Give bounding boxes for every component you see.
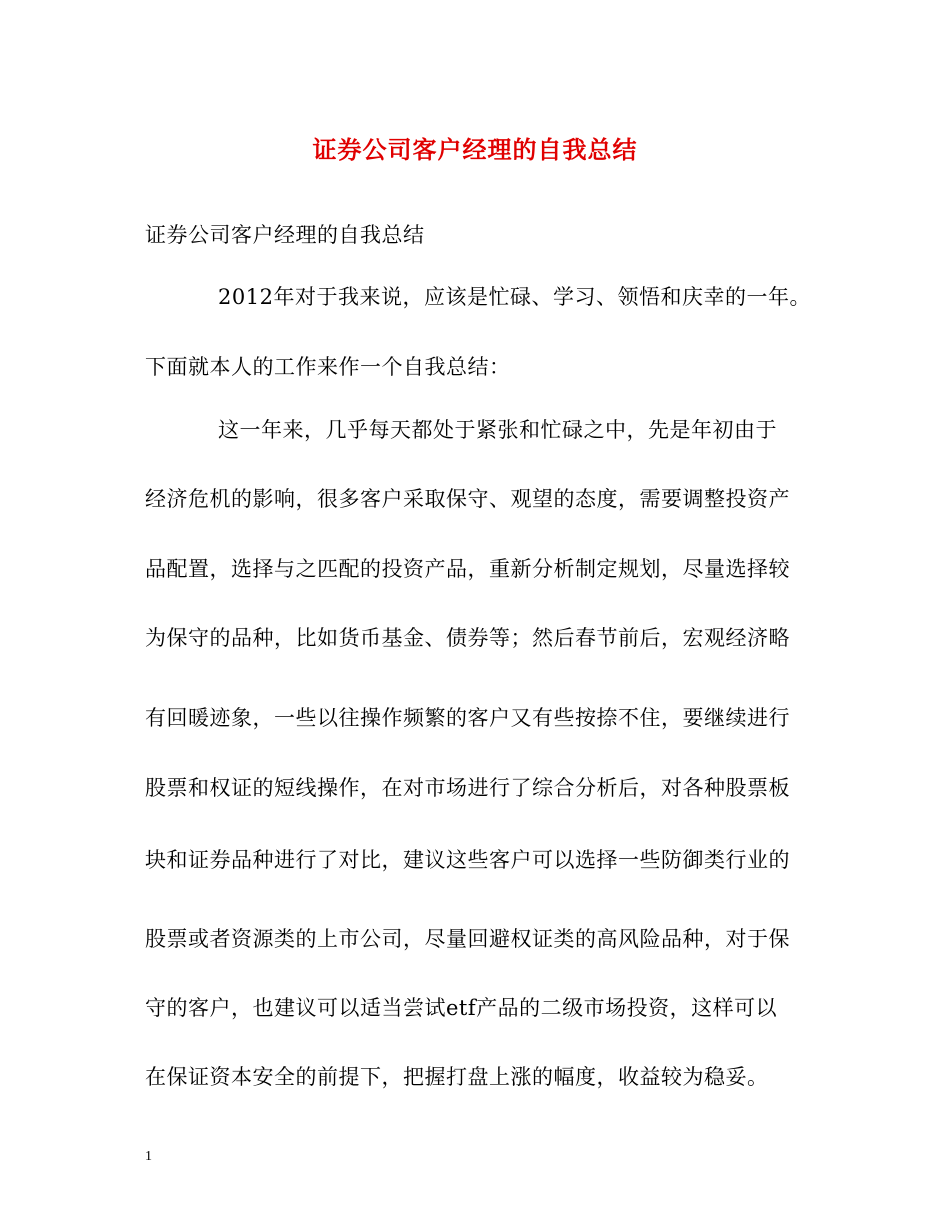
page-number: 1	[145, 1149, 152, 1164]
paragraph-line: 这一年来，几乎每天都处于紧张和忙碌之中，先是年初由于	[218, 418, 777, 442]
document-subtitle: 证券公司客户经理的自我总结	[145, 223, 425, 247]
paragraph-line: 品配置，选择与之匹配的投资产品，重新分析制定规划，尽量选择较	[145, 557, 790, 581]
document-title: 证券公司客户经理的自我总结	[312, 135, 638, 164]
paragraph-line: 有回暖迹象，一些以往操作频繁的客户又有些按捺不住，要继续进行	[145, 706, 790, 730]
paragraph-line: 在保证资本安全的前提下，把握打盘上涨的幅度，收益较为稳妥。	[145, 1065, 769, 1089]
paragraph-line: 守的客户，也建议可以适当尝试etf产品的二级市场投资，这样可以	[145, 996, 778, 1020]
paragraph-line: 下面就本人的工作来作一个自我总结：	[145, 355, 511, 379]
paragraph-line: 2012年对于我来说，应该是忙碌、学习、领悟和庆幸的一年。	[218, 285, 811, 309]
paragraph-line: 经济危机的影响，很多客户采取保守、观望的态度，需要调整投资产	[145, 487, 790, 511]
paragraph-line: 块和证券品种进行了对比，建议这些客户可以选择一些防御类行业的	[145, 848, 790, 872]
paragraph-line: 股票和权证的短线操作，在对市场进行了综合分析后，对各种股票板	[145, 776, 790, 800]
paragraph-line: 为保守的品种，比如货币基金、债券等；然后春节前后，宏观经济略	[145, 626, 790, 650]
paragraph-line: 股票或者资源类的上市公司，尽量回避权证类的高风险品种，对于保	[145, 927, 790, 951]
